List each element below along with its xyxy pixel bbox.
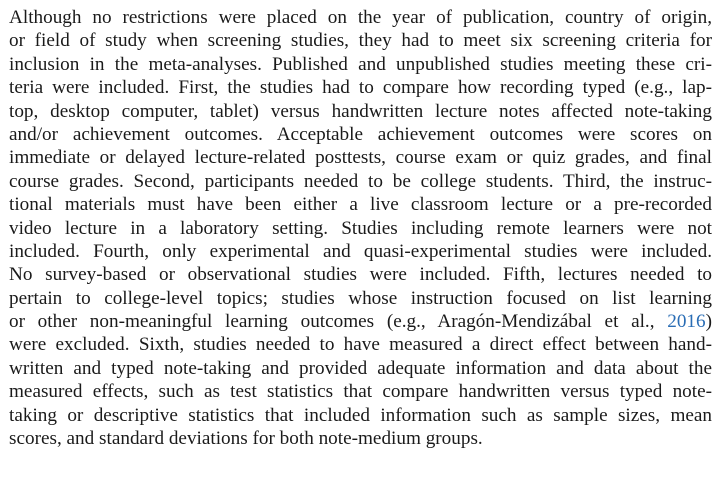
text-line: pertain to college-level topics; studies whose instruction focused on list learning [9,287,712,309]
text-line: No survey-based or observational studies were included. Fifth, lectures needed to [9,264,712,286]
citation-line [9,310,712,333]
text-line: video lecture in a laboratory setting. Studies including remote learners were not [9,217,712,239]
text-line: teria were included. First, the studies had to compare how recording typed (e.g., lap- [9,77,712,99]
text-line: scores, and standard deviations for both note-medium groups. [9,428,483,450]
citation-year-link[interactable]: 2016 [667,311,706,333]
body-paragraph [9,6,712,450]
text-line: inclusion in the meta-analyses. Published and unpublished studies meeting these cri- [9,53,712,75]
text-line: course grades. Second, participants needed to be college students. Third, the instruc- [9,170,712,192]
text-line: and/or achievement outcomes. Acceptable achievement outcomes were scores on [9,123,712,145]
text-line: top, desktop computer, tablet) versus handwritten lecture notes affected note-taking [9,100,712,122]
text-line: included. Fourth, only experimental and quasi-experimental studies were included. [9,240,712,262]
text-line: taking or descriptive statistics that included information such as sample sizes, mean [9,404,712,426]
text-line: tional materials must have been either a live classroom lecture or a pre-recorded [9,194,712,216]
text-line: written and typed note-taking and provided adequate information and data about the [9,357,712,379]
citation-text: or other non-meaningful learning outcomes (e.g., Aragón-Mendizábal et al., [9,311,655,333]
text-line: were excluded. Sixth, studies needed to have measured a direct effect between hand- [9,334,712,356]
text-line: immediate or delayed lecture-related posttests, course exam or quiz grades, and final [9,147,712,169]
citation-close: ) [705,311,712,333]
text-line: or field of study when screening studies, they had to meet six screening criteria for [9,30,712,52]
text-line: Although no restrictions were placed on the year of publication, country of origin, [9,7,712,28]
text-line: measured effects, such as test statistics that compare handwritten versus typed note- [9,381,712,403]
